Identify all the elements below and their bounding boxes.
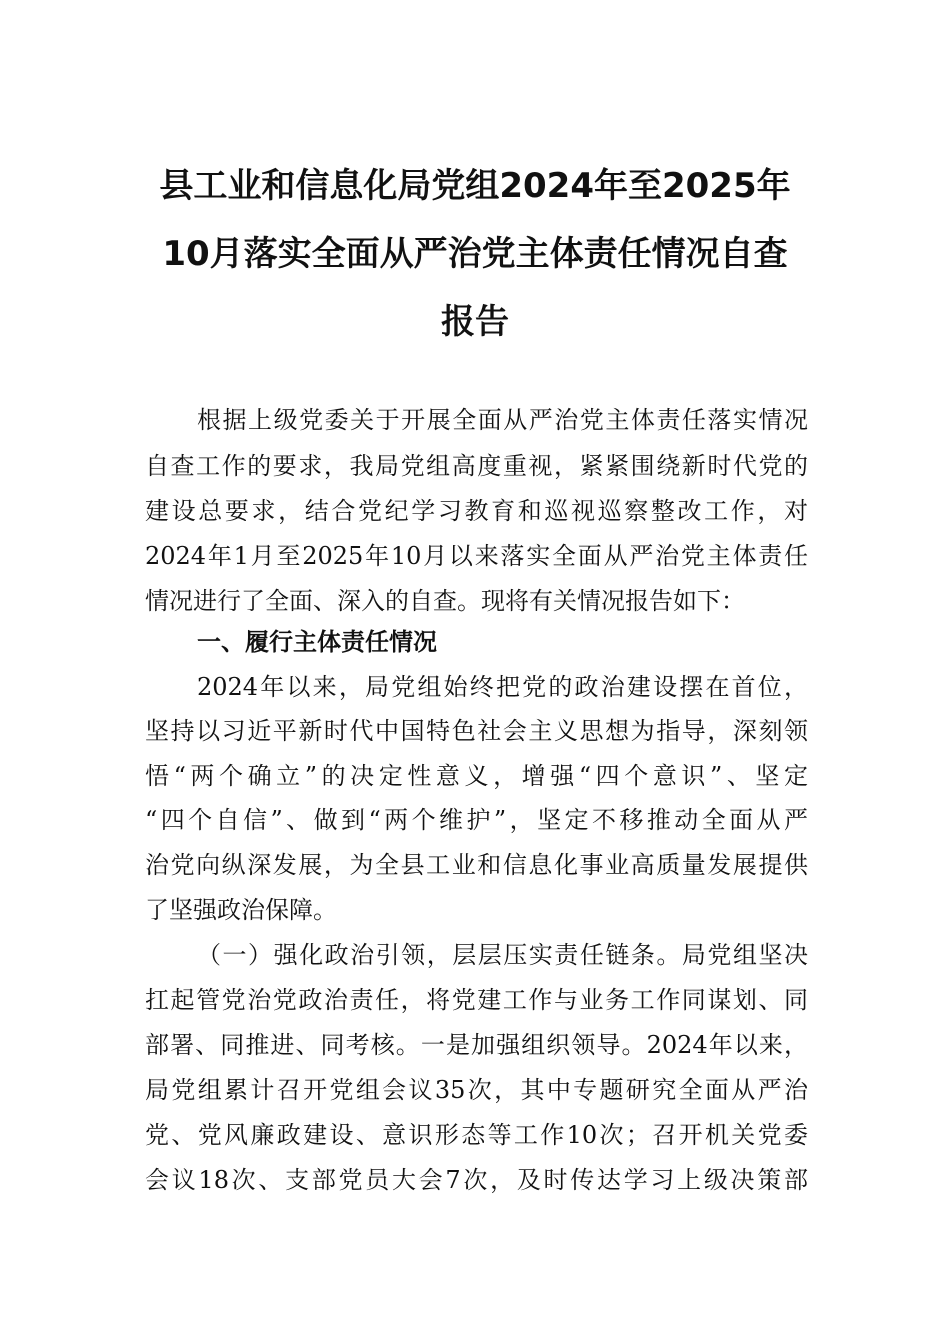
body-line: 根据上级党委关于开展全面从严治党主体责任落实情况: [197, 406, 808, 434]
body-line: 党、党风廉政建设、意识形态等工作10次；召开机关党委: [145, 1121, 808, 1149]
document-title-line-3: 报告: [441, 302, 509, 342]
body-line: 扛起管党治党政治责任，将党建工作与业务工作同谋划、同: [145, 986, 808, 1014]
body-line: 自查工作的要求，我局党组高度重视，紧紧围绕新时代党的: [145, 452, 808, 480]
body-line: 2024年以来，局党组始终把党的政治建设摆在首位，: [197, 673, 808, 701]
body-line: 治党向纵深发展，为全县工业和信息化事业高质量发展提供: [145, 851, 808, 879]
body-line: 悟“两个确立”的决定性意义，增强“四个意识”、坚定: [145, 762, 808, 790]
body-line: 部署、同推进、同考核。一是加强组织领导。2024年以来，: [145, 1031, 808, 1059]
body-line: “四个自信”、做到“两个维护”，坚定不移推动全面从严: [145, 806, 808, 834]
body-line: 2024年1月至2025年10月以来落实全面从严治党主体责任: [145, 542, 808, 570]
section-heading: 一、履行主体责任情况: [197, 628, 437, 656]
body-line: （一）强化政治引领，层层压实责任链条。局党组坚决: [197, 941, 808, 969]
body-line: 情况进行了全面、深入的自查。现将有关情况报告如下：: [145, 587, 745, 615]
document-title-line-1: 县工业和信息化局党组2024年至2025年: [159, 166, 791, 206]
body-line: 了坚强政治保障。: [145, 896, 337, 924]
body-line: 会议18次、支部党员大会7次，及时传达学习上级决策部: [145, 1166, 808, 1194]
body-line: 局党组累计召开党组会议35次，其中专题研究全面从严治: [145, 1076, 808, 1104]
document-title-line-2: 10月落实全面从严治党主体责任情况自查: [162, 234, 788, 274]
body-line: 坚持以习近平新时代中国特色社会主义思想为指导，深刻领: [145, 717, 808, 745]
body-line: 建设总要求，结合党纪学习教育和巡视巡察整改工作，对: [145, 497, 808, 525]
